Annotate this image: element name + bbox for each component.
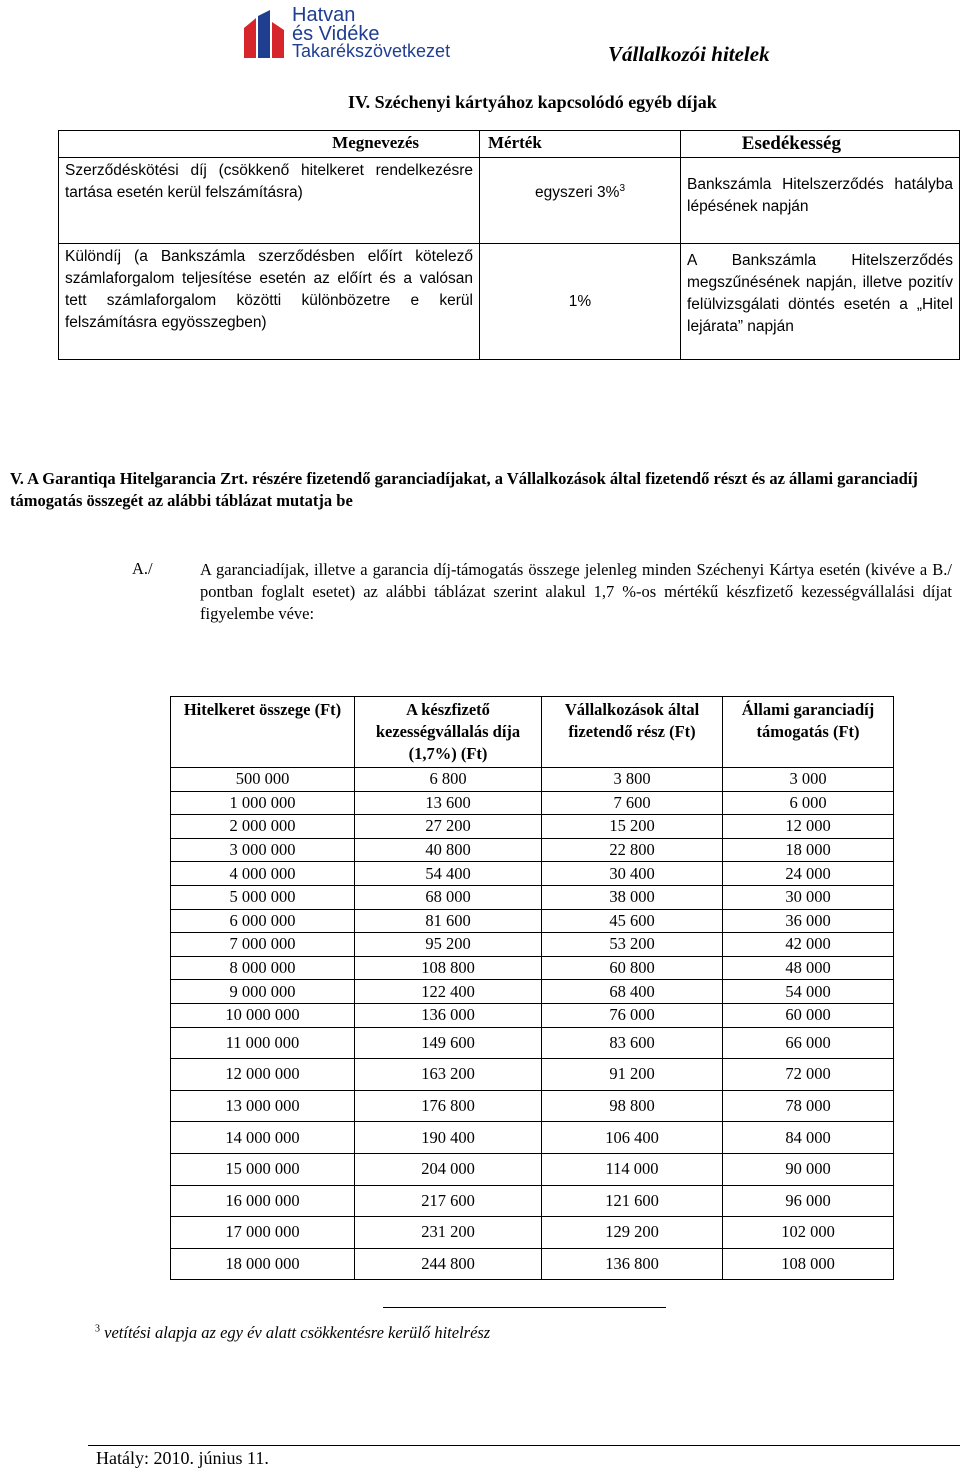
cell-guarantee-fee: 40 800: [355, 838, 542, 862]
fees-header-due: Esedékesség: [681, 131, 960, 158]
logo-text-line2: és Vidéke: [292, 23, 380, 45]
cell-credit-limit: 13 000 000: [171, 1090, 355, 1122]
table-row: [171, 980, 894, 1004]
cell-business-share: 114 000: [542, 1153, 723, 1185]
guarantee-fee-body: [171, 768, 894, 1280]
fees-row-due: A Bankszámla Hitelszerződés megszűnésének napján, illetve pozitív felülvizsgálati döntés esetén a „Hitel lejárata” napján: [681, 244, 960, 360]
cell-business-share: 30 400: [542, 862, 723, 886]
footnote-text: vetítési alapja az egy év alatt csökkentésre kerülő hitelrész: [104, 1323, 491, 1342]
cell-state-support: 42 000: [723, 933, 894, 957]
cell-business-share: 22 800: [542, 838, 723, 862]
cell-business-share: 60 800: [542, 956, 723, 980]
footnote-marker: 3: [95, 1323, 100, 1335]
fees-row: [59, 244, 960, 360]
cell-business-share: 121 600: [542, 1185, 723, 1217]
cell-guarantee-fee: 68 000: [355, 885, 542, 909]
cell-business-share: 7 600: [542, 791, 723, 815]
table-row: [171, 1248, 894, 1280]
cell-state-support: 30 000: [723, 885, 894, 909]
table-row: [171, 1122, 894, 1154]
cell-business-share: 91 200: [542, 1059, 723, 1091]
fees-row-rate-value: 1%: [568, 292, 592, 310]
cell-guarantee-fee: 108 800: [355, 956, 542, 980]
header-state-support: Állami garanciadíj támogatás (Ft): [723, 697, 894, 768]
fees-row-name: Szerződéskötési díj (csökkenő hitelkeret rendelkezésre tartása esetén kerül felszámításra): [59, 158, 480, 244]
cell-guarantee-fee: 163 200: [355, 1059, 542, 1091]
table-row: [171, 1153, 894, 1185]
cell-business-share: 106 400: [542, 1122, 723, 1154]
cell-credit-limit: 3 000 000: [171, 838, 355, 862]
cell-credit-limit: 500 000: [171, 768, 355, 792]
cell-business-share: 3 800: [542, 768, 723, 792]
cell-credit-limit: 4 000 000: [171, 862, 355, 886]
table-row: [171, 1217, 894, 1249]
table-row: [171, 1003, 894, 1027]
fees-table: [58, 130, 960, 360]
cell-business-share: 38 000: [542, 885, 723, 909]
cell-credit-limit: 16 000 000: [171, 1185, 355, 1217]
fees-row-name: Különdíj (a Bankszámla szerződésben előírt kötelező számlaforgalom teljesítése esetén az előírt és a valósan tett számlaforgalom közötti különbözetre e kerül felszámításra egyösszegben): [59, 244, 480, 360]
cell-state-support: 90 000: [723, 1153, 894, 1185]
cell-business-share: 98 800: [542, 1090, 723, 1122]
cell-state-support: 48 000: [723, 956, 894, 980]
footnote-ref: 3: [619, 183, 625, 194]
logo-text-line3: Takarékszövetkezet: [292, 41, 451, 61]
cell-credit-limit: 12 000 000: [171, 1059, 355, 1091]
table-row: [171, 862, 894, 886]
cell-state-support: 108 000: [723, 1248, 894, 1280]
cell-state-support: 36 000: [723, 909, 894, 933]
cell-guarantee-fee: 217 600: [355, 1185, 542, 1217]
cell-state-support: 3 000: [723, 768, 894, 792]
table-row: [171, 768, 894, 792]
bank-logo-mark-icon: [240, 8, 290, 62]
footnote: [95, 1323, 490, 1343]
table-row: [171, 956, 894, 980]
cell-credit-limit: 15 000 000: [171, 1153, 355, 1185]
cell-guarantee-fee: 176 800: [355, 1090, 542, 1122]
cell-credit-limit: 2 000 000: [171, 815, 355, 839]
cell-credit-limit: 10 000 000: [171, 1003, 355, 1027]
table-row: [171, 909, 894, 933]
cell-state-support: 96 000: [723, 1185, 894, 1217]
footer-separator: [88, 1445, 960, 1446]
footnote-separator: [383, 1307, 666, 1308]
cell-credit-limit: 6 000 000: [171, 909, 355, 933]
header-credit-limit: Hitelkeret összege (Ft): [171, 697, 355, 768]
cell-credit-limit: 14 000 000: [171, 1122, 355, 1154]
document-title: Vállalkozói hitelek: [608, 42, 770, 66]
cell-state-support: 60 000: [723, 1003, 894, 1027]
cell-business-share: 83 600: [542, 1027, 723, 1059]
cell-business-share: 53 200: [542, 933, 723, 957]
table-row: [171, 815, 894, 839]
cell-guarantee-fee: 136 000: [355, 1003, 542, 1027]
effective-date: Hatály: 2010. június 11.: [96, 1448, 269, 1468]
cell-state-support: 78 000: [723, 1090, 894, 1122]
fees-row-rate: [480, 158, 681, 244]
cell-credit-limit: 8 000 000: [171, 956, 355, 980]
fees-row-rate: [480, 244, 681, 360]
cell-state-support: 54 000: [723, 980, 894, 1004]
cell-state-support: 72 000: [723, 1059, 894, 1091]
cell-credit-limit: 17 000 000: [171, 1217, 355, 1249]
cell-credit-limit: 1 000 000: [171, 791, 355, 815]
cell-credit-limit: 5 000 000: [171, 885, 355, 909]
paragraph-a-text: A garanciadíjak, illetve a garancia díj-támogatás összege jelenleg minden Széchenyi Kártya esetén (kivéve a B./ pontban foglalt esetet) az alábbi táblázat szerint alakul 1,7 %-os mértékű készfizető kezességvállalási díjat figyelembe véve:: [200, 560, 952, 623]
paragraph-a-label: A./: [132, 559, 153, 578]
guarantee-fee-table: [170, 696, 894, 1280]
cell-guarantee-fee: 6 800: [355, 768, 542, 792]
fees-row-due: Bankszámla Hitelszerződés hatályba lépésének napján: [681, 158, 960, 244]
table-row: [171, 885, 894, 909]
cell-state-support: 84 000: [723, 1122, 894, 1154]
bank-logo: [240, 2, 540, 68]
cell-guarantee-fee: 204 000: [355, 1153, 542, 1185]
cell-guarantee-fee: 81 600: [355, 909, 542, 933]
table-row: [171, 1090, 894, 1122]
cell-credit-limit: 18 000 000: [171, 1248, 355, 1280]
fees-header-name: Megnevezés: [59, 131, 480, 158]
guarantee-fee-header-row: [171, 697, 894, 768]
cell-guarantee-fee: 13 600: [355, 791, 542, 815]
cell-state-support: 12 000: [723, 815, 894, 839]
cell-state-support: 6 000: [723, 791, 894, 815]
cell-guarantee-fee: 27 200: [355, 815, 542, 839]
cell-business-share: 76 000: [542, 1003, 723, 1027]
logo-text-line1: Hatvan: [292, 4, 356, 26]
cell-credit-limit: 9 000 000: [171, 980, 355, 1004]
cell-business-share: 136 800: [542, 1248, 723, 1280]
cell-business-share: 45 600: [542, 909, 723, 933]
cell-state-support: 24 000: [723, 862, 894, 886]
header-business-share: Vállalkozások által fizetendő rész (Ft): [542, 697, 723, 768]
fees-table-header-row: [59, 131, 960, 158]
table-row: [171, 1185, 894, 1217]
fees-row-rate-value: egyszeri 3%: [535, 184, 620, 202]
fees-header-rate: Mérték: [480, 131, 681, 158]
cell-business-share: 129 200: [542, 1217, 723, 1249]
table-row: [171, 791, 894, 815]
cell-guarantee-fee: 54 400: [355, 862, 542, 886]
table-row: [171, 933, 894, 957]
cell-guarantee-fee: 190 400: [355, 1122, 542, 1154]
cell-state-support: 18 000: [723, 838, 894, 862]
cell-credit-limit: 11 000 000: [171, 1027, 355, 1059]
cell-guarantee-fee: 149 600: [355, 1027, 542, 1059]
cell-business-share: 68 400: [542, 980, 723, 1004]
table-row: [171, 1027, 894, 1059]
cell-guarantee-fee: 244 800: [355, 1248, 542, 1280]
cell-guarantee-fee: 122 400: [355, 980, 542, 1004]
table-row: [171, 1059, 894, 1091]
cell-state-support: 66 000: [723, 1027, 894, 1059]
section5-title: V. A Garantiqa Hitelgarancia Zrt. részére fizetendő garanciadíjakat, a Vállalkozások által fizetendő részt és az állami garanciadíj támogatás összegét az alábbi táblázat mutatja be: [10, 469, 918, 510]
cell-credit-limit: 7 000 000: [171, 933, 355, 957]
section4-title: IV. Széchenyi kártyához kapcsolódó egyéb díjak: [348, 92, 717, 112]
cell-guarantee-fee: 95 200: [355, 933, 542, 957]
cell-business-share: 15 200: [542, 815, 723, 839]
cell-guarantee-fee: 231 200: [355, 1217, 542, 1249]
table-row: [171, 838, 894, 862]
cell-state-support: 102 000: [723, 1217, 894, 1249]
fees-row: [59, 158, 960, 244]
header-guarantee-fee: A készfizető kezességvállalás díja (1,7%) (Ft): [355, 697, 542, 768]
